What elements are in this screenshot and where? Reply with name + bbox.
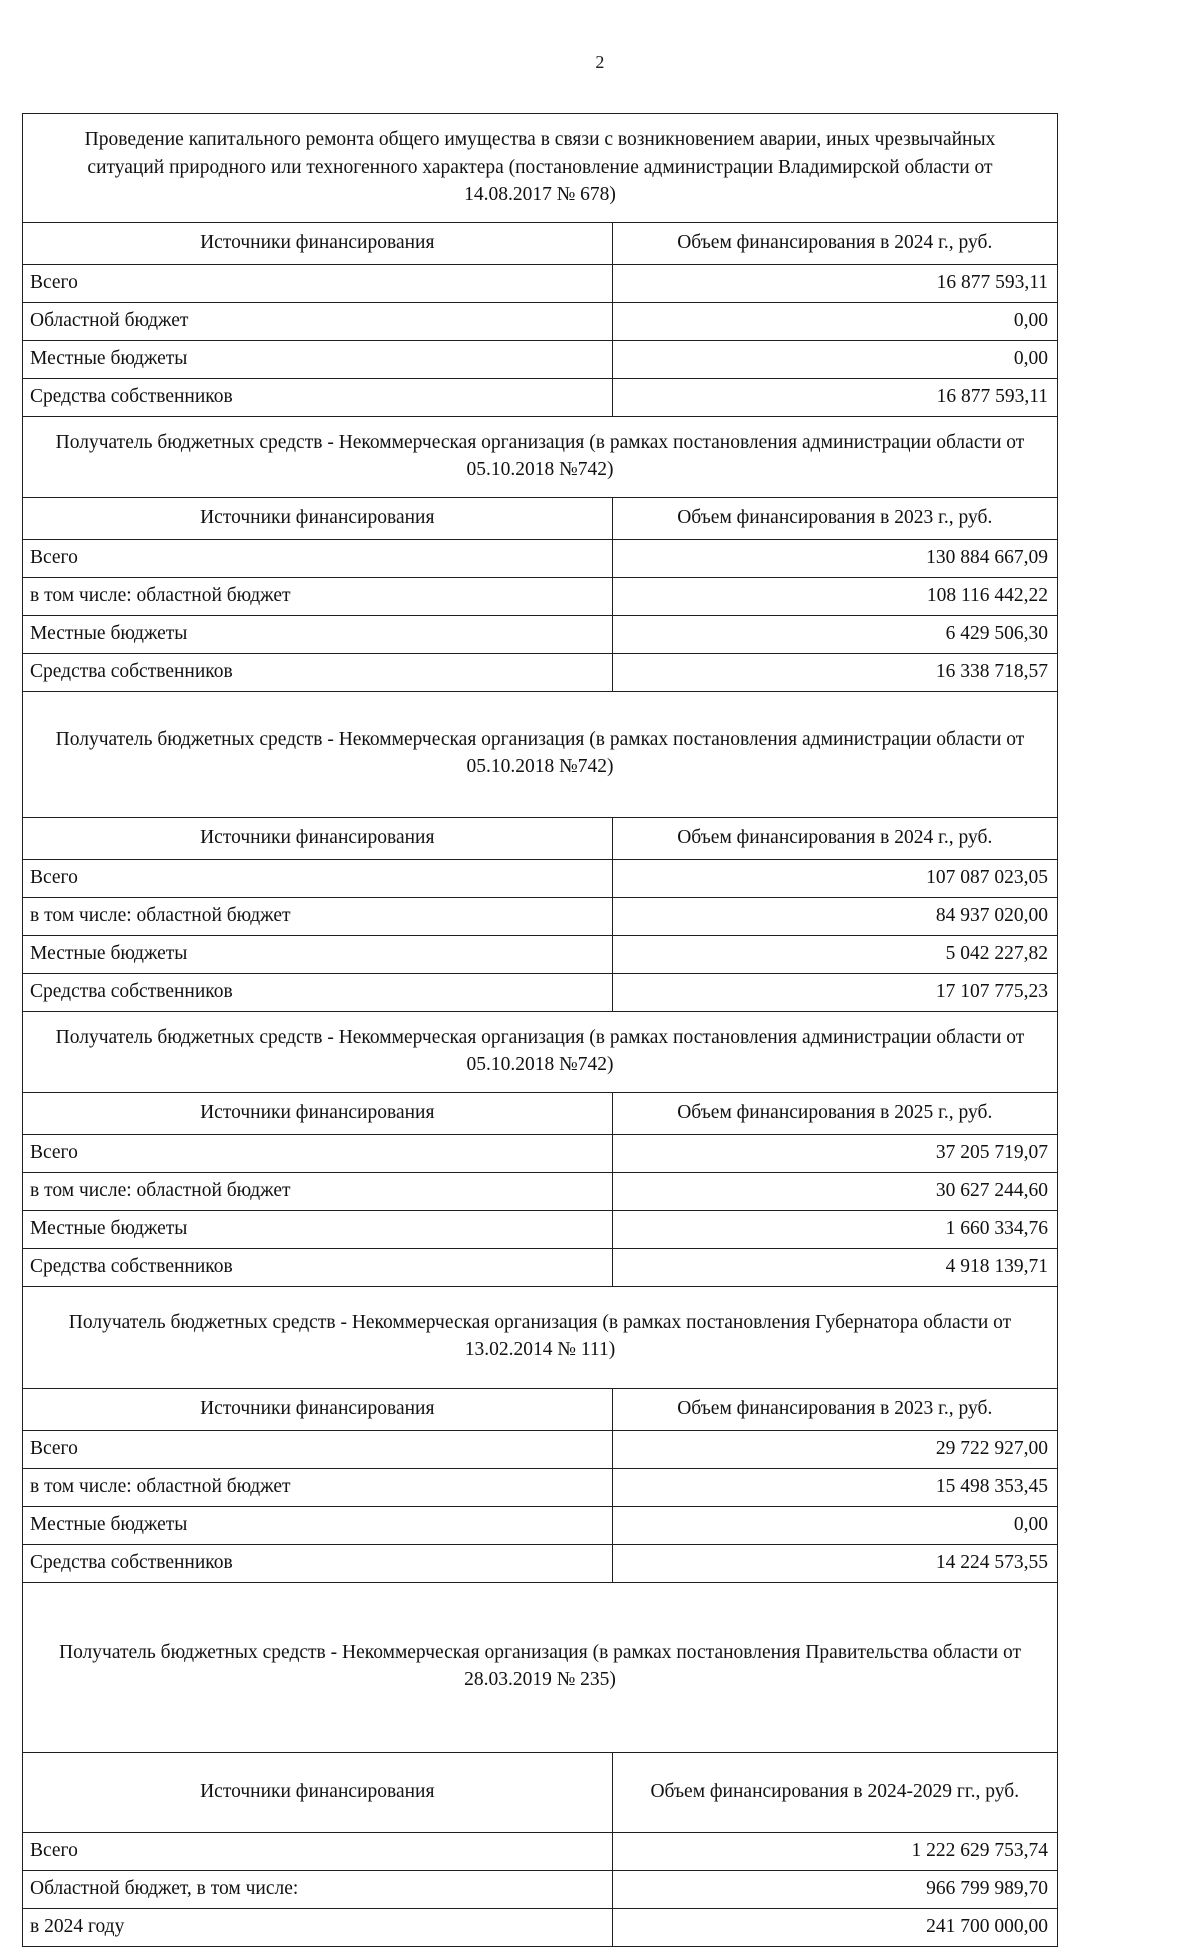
row-value: 4 918 139,71: [612, 1248, 1057, 1286]
row-label: Местные бюджеты: [23, 1210, 613, 1248]
table-column-header-row: [23, 818, 1058, 860]
row-label: Всего: [23, 264, 613, 302]
row-label: Средства собственников: [23, 1544, 613, 1582]
table-row: [23, 897, 1058, 935]
row-label: Средства собственников: [23, 973, 613, 1011]
table-row: [23, 264, 1058, 302]
row-value: 16 877 593,11: [612, 264, 1057, 302]
row-value: 15 498 353,45: [612, 1468, 1057, 1506]
row-label: Всего: [23, 539, 613, 577]
row-value: 14 224 573,55: [612, 1544, 1057, 1582]
table-row: [23, 340, 1058, 378]
row-label: Всего: [23, 1134, 613, 1172]
row-label: Местные бюджеты: [23, 340, 613, 378]
row-label: Всего: [23, 859, 613, 897]
column-header-volume: Объем финансирования в 2024 г., руб.: [612, 223, 1057, 265]
table-column-header-row: [23, 1389, 1058, 1431]
row-value: 1 222 629 753,74: [612, 1832, 1057, 1870]
column-header-sources: Источники финансирования: [23, 818, 613, 860]
table-row: [23, 539, 1058, 577]
row-value: 16 338 718,57: [612, 653, 1057, 691]
table-section-heading-row: [23, 416, 1058, 497]
column-header-sources: Источники финансирования: [23, 1389, 613, 1431]
table-row: [23, 859, 1058, 897]
row-label: в том числе: областной бюджет: [23, 577, 613, 615]
row-value: 1 660 334,76: [612, 1210, 1057, 1248]
section-heading-nko-742-2024: Получатель бюджетных средств - Некоммерческая организация (в рамках постановления администрации области от 05.10.2018 №742): [23, 691, 1058, 817]
row-value: 107 087 023,05: [612, 859, 1057, 897]
financing-table: [22, 113, 1058, 1947]
section-heading-nko-pravitelstvo-235: Получатель бюджетных средств - Некоммерческая организация (в рамках постановления Правительства области от 28.03.2019 № 235): [23, 1582, 1058, 1752]
row-label: Всего: [23, 1430, 613, 1468]
row-label: Всего: [23, 1832, 613, 1870]
table-section-heading-row: [23, 691, 1058, 817]
row-value: 241 700 000,00: [612, 1908, 1057, 1946]
row-label: Местные бюджеты: [23, 615, 613, 653]
table-row: [23, 1870, 1058, 1908]
row-value: 130 884 667,09: [612, 539, 1057, 577]
row-value: 84 937 020,00: [612, 897, 1057, 935]
row-label: Средства собственников: [23, 1248, 613, 1286]
table-row: [23, 1430, 1058, 1468]
section-heading-nko-gubernator-111: Получатель бюджетных средств - Некоммерческая организация (в рамках постановления Губернатора области от 13.02.2014 № 111): [23, 1286, 1058, 1388]
table-row: [23, 1468, 1058, 1506]
column-header-volume: Объем финансирования в 2024 г., руб.: [612, 818, 1057, 860]
table-row: [23, 653, 1058, 691]
table-row: [23, 302, 1058, 340]
row-value: 0,00: [612, 302, 1057, 340]
table-row: [23, 1172, 1058, 1210]
row-label: Областной бюджет: [23, 302, 613, 340]
table-column-header-row: [23, 498, 1058, 540]
table-row: [23, 577, 1058, 615]
table-section-heading-row: [23, 114, 1058, 223]
table-row: [23, 935, 1058, 973]
row-value: 0,00: [612, 1506, 1057, 1544]
row-value: 37 205 719,07: [612, 1134, 1057, 1172]
section-heading-nko-742-2025: Получатель бюджетных средств - Некоммерческая организация (в рамках постановления администрации области от 05.10.2018 №742): [23, 1011, 1058, 1092]
row-label: в том числе: областной бюджет: [23, 1468, 613, 1506]
column-header-sources: Источники финансирования: [23, 1093, 613, 1135]
column-header-sources: Источники финансирования: [23, 223, 613, 265]
row-label: в 2024 году: [23, 1908, 613, 1946]
row-label: в том числе: областной бюджет: [23, 897, 613, 935]
column-header-volume: Объем финансирования в 2024-2029 гг., руб.: [612, 1752, 1057, 1832]
table-row: [23, 1248, 1058, 1286]
section-heading-capital-repair-emergency: Проведение капитального ремонта общего имущества в связи с возникновением аварии, иных чрезвычайных ситуаций природного или техногенного характера (постановление администрации Владимирской области от 14.08.2017 № 678): [23, 114, 1058, 223]
column-header-volume: Объем финансирования в 2023 г., руб.: [612, 498, 1057, 540]
row-value: 17 107 775,23: [612, 973, 1057, 1011]
table-row: [23, 378, 1058, 416]
row-value: 29 722 927,00: [612, 1430, 1057, 1468]
row-label: Местные бюджеты: [23, 935, 613, 973]
table-row: [23, 1544, 1058, 1582]
row-value: 966 799 989,70: [612, 1870, 1057, 1908]
page-number: 2: [595, 52, 605, 72]
column-header-sources: Источники финансирования: [23, 498, 613, 540]
table-row: [23, 1210, 1058, 1248]
row-value: 16 877 593,11: [612, 378, 1057, 416]
row-label: Местные бюджеты: [23, 1506, 613, 1544]
row-value: 6 429 506,30: [612, 615, 1057, 653]
table-column-header-row: [23, 1752, 1058, 1832]
row-value: 108 116 442,22: [612, 577, 1057, 615]
table-section-heading-row: [23, 1286, 1058, 1388]
section-heading-nko-742-2023: Получатель бюджетных средств - Некоммерческая организация (в рамках постановления администрации области от 05.10.2018 №742): [23, 416, 1058, 497]
table-row: [23, 1506, 1058, 1544]
row-value: 30 627 244,60: [612, 1172, 1057, 1210]
row-label: Средства собственников: [23, 378, 613, 416]
table-column-header-row: [23, 223, 1058, 265]
table-row: [23, 1908, 1058, 1946]
column-header-sources: Источники финансирования: [23, 1752, 613, 1832]
column-header-volume: Объем финансирования в 2023 г., руб.: [612, 1389, 1057, 1431]
row-label: Средства собственников: [23, 653, 613, 691]
table-section-heading-row: [23, 1582, 1058, 1752]
row-label: Областной бюджет, в том числе:: [23, 1870, 613, 1908]
row-value: 5 042 227,82: [612, 935, 1057, 973]
column-header-volume: Объем финансирования в 2025 г., руб.: [612, 1093, 1057, 1135]
table-row: [23, 615, 1058, 653]
table-column-header-row: [23, 1093, 1058, 1135]
table-section-heading-row: [23, 1011, 1058, 1092]
table-row: [23, 973, 1058, 1011]
table-row: [23, 1134, 1058, 1172]
row-label: в том числе: областной бюджет: [23, 1172, 613, 1210]
table-row: [23, 1832, 1058, 1870]
row-value: 0,00: [612, 340, 1057, 378]
